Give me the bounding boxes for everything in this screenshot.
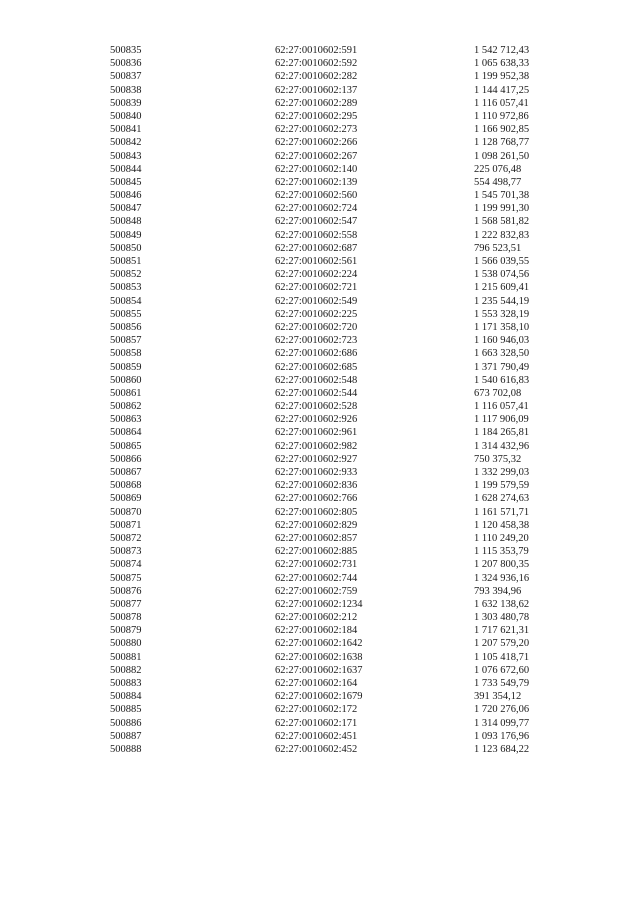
table-row: [0, 215, 640, 228]
cadastral-value: 1 117 906,09: [474, 414, 529, 426]
cadastral-number: 62:27:0010602:687: [275, 242, 358, 254]
row-number: 500872: [110, 532, 142, 544]
cadastral-value: 1 566 039,55: [474, 256, 530, 267]
cadastral-number: 62:27:0010602:766: [275, 493, 358, 505]
cadastral-number: 62:27:0010602:1642: [275, 638, 363, 650]
cadastral-number: 62:27:0010602:591: [275, 45, 358, 56]
table-row: [0, 664, 640, 677]
cadastral-number: 62:27:0010602:686: [275, 348, 358, 360]
cadastral-value: 793 394,96: [474, 585, 522, 597]
cadastral-value: 673 702,08: [474, 387, 522, 399]
cadastral-value: 1 116 057,41: [474, 401, 529, 413]
cadastral-value: 1 628 274,63: [474, 493, 530, 505]
table-row: [0, 123, 640, 136]
cadastral-value: 1 093 176,96: [474, 730, 530, 742]
cadastral-value: 1 166 902,85: [474, 124, 530, 136]
row-number: 500875: [110, 572, 142, 584]
row-number: 500887: [110, 730, 142, 742]
cadastral-number: 62:27:0010602:927: [275, 453, 358, 465]
row-number: 500836: [110, 58, 142, 70]
row-number: 500870: [110, 506, 142, 518]
row-number: 500873: [110, 546, 142, 558]
row-number: 500871: [110, 519, 142, 531]
table-row: [0, 479, 640, 492]
cadastral-number: 62:27:0010602:720: [275, 321, 358, 333]
cadastral-number: 62:27:0010602:212: [275, 612, 358, 624]
cadastral-number: 62:27:0010602:685: [275, 361, 358, 373]
cadastral-value: 1 720 276,06: [474, 704, 530, 716]
row-number: 500860: [110, 374, 142, 386]
cadastral-number: 62:27:0010602:544: [275, 387, 358, 399]
cadastral-value: 1 538 074,56: [474, 269, 530, 281]
row-number: 500869: [110, 493, 142, 505]
cadastral-number: 62:27:0010602:295: [275, 110, 358, 122]
cadastral-number: 62:27:0010602:547: [275, 216, 358, 228]
table-row: [0, 44, 640, 57]
table-row: [0, 624, 640, 637]
cadastral-value: 1 199 579,59: [474, 480, 530, 492]
cadastral-value: 1 199 991,30: [474, 203, 530, 215]
row-number: 500857: [110, 335, 142, 347]
cadastral-number: 62:27:0010602:184: [275, 625, 358, 637]
cadastral-number: 62:27:0010602:273: [275, 124, 358, 136]
table-row: [0, 374, 640, 387]
row-number: 500866: [110, 453, 142, 465]
row-number: 500888: [110, 743, 142, 755]
row-number: 500846: [110, 190, 142, 202]
table-row: [0, 70, 640, 83]
cadastral-number: 62:27:0010602:561: [275, 256, 358, 267]
cadastral-value: 796 523,51: [474, 242, 522, 254]
cadastral-value: 1 663 328,50: [474, 348, 530, 360]
cadastral-number: 62:27:0010602:1638: [275, 651, 363, 663]
row-number: 500859: [110, 361, 142, 373]
table-row: [0, 637, 640, 650]
row-number: 500880: [110, 638, 142, 650]
cadastral-value: 1 115 353,79: [474, 546, 529, 558]
cadastral-number: 62:27:0010602:1637: [275, 664, 363, 676]
table-row: [0, 163, 640, 176]
table-row: [0, 492, 640, 505]
row-number: 500845: [110, 176, 142, 188]
cadastral-number: 62:27:0010602:560: [275, 190, 358, 202]
row-number: 500853: [110, 282, 142, 294]
cadastral-value: 1 545 701,38: [474, 190, 530, 202]
cadastral-value: 1 128 768,77: [474, 137, 530, 149]
cadastral-value: 1 553 328,19: [474, 308, 530, 320]
cadastral-value: 1 303 480,78: [474, 612, 530, 624]
row-number: 500879: [110, 625, 142, 637]
cadastral-value: 1 171 358,10: [474, 321, 530, 333]
table-row: [0, 453, 640, 466]
table-row: [0, 743, 640, 756]
cadastral-number: 62:27:0010602:829: [275, 519, 358, 531]
row-number: 500843: [110, 150, 142, 162]
cadastral-number: 62:27:0010602:857: [275, 532, 358, 544]
table-row: [0, 506, 640, 519]
table-row: [0, 242, 640, 255]
row-number: 500858: [110, 348, 142, 360]
cadastral-number: 62:27:0010602:744: [275, 572, 358, 584]
cadastral-number: 62:27:0010602:885: [275, 546, 358, 558]
cadastral-number: 62:27:0010602:961: [275, 427, 358, 439]
row-number: 500847: [110, 203, 142, 215]
cadastral-number: 62:27:0010602:137: [275, 84, 358, 96]
table-row: [0, 176, 640, 189]
cadastral-value: 1 207 800,35: [474, 559, 530, 571]
cadastral-value: 1 076 672,60: [474, 664, 530, 676]
table-row: [0, 598, 640, 611]
table-row: [0, 532, 640, 545]
cadastral-value: 1 120 458,38: [474, 519, 530, 531]
table-row: [0, 347, 640, 360]
cadastral-value: 1 144 417,25: [474, 84, 530, 96]
cadastral-value-table: [0, 44, 640, 756]
row-number: 500838: [110, 84, 142, 96]
cadastral-number: 62:27:0010602:724: [275, 203, 358, 215]
cadastral-value: 1 542 712,43: [474, 45, 530, 56]
row-number: 500856: [110, 321, 142, 333]
table-row: [0, 440, 640, 453]
cadastral-number: 62:27:0010602:836: [275, 480, 358, 492]
cadastral-value: 1 110 249,20: [474, 532, 529, 544]
cadastral-number: 62:27:0010602:731: [275, 559, 358, 571]
row-number: 500839: [110, 97, 142, 109]
cadastral-value: 1 207 579,20: [474, 638, 530, 650]
cadastral-value: 1 065 638,33: [474, 58, 530, 70]
table-row: [0, 334, 640, 347]
table-row: [0, 703, 640, 716]
row-number: 500864: [110, 427, 142, 439]
row-number: 500881: [110, 651, 142, 663]
row-number: 500861: [110, 387, 142, 399]
cadastral-number: 62:27:0010602:224: [275, 269, 358, 281]
row-number: 500867: [110, 467, 142, 478]
cadastral-value: 1 215 609,41: [474, 282, 530, 294]
row-number: 500849: [110, 229, 142, 241]
row-number: 500876: [110, 585, 142, 597]
table-row: [0, 585, 640, 598]
table-row: [0, 730, 640, 743]
table-row: [0, 400, 640, 413]
cadastral-number: 62:27:0010602:548: [275, 374, 358, 386]
cadastral-number: 62:27:0010602:139: [275, 176, 358, 188]
table-row: [0, 321, 640, 334]
cadastral-number: 62:27:0010602:225: [275, 308, 358, 320]
table-row: [0, 136, 640, 149]
table-row: [0, 255, 640, 268]
cadastral-number: 62:27:0010602:172: [275, 704, 358, 716]
cadastral-value: 1 116 057,41: [474, 97, 529, 109]
cadastral-number: 62:27:0010602:451: [275, 730, 358, 742]
cadastral-value: 1 717 621,31: [474, 625, 530, 637]
cadastral-value: 1 235 544,19: [474, 295, 530, 307]
cadastral-value: 1 568 581,82: [474, 216, 530, 228]
table-row: [0, 545, 640, 558]
cadastral-value: 1 314 432,96: [474, 440, 530, 452]
cadastral-value: 1 371 790,49: [474, 361, 530, 373]
cadastral-number: 62:27:0010602:926: [275, 414, 358, 426]
cadastral-number: 62:27:0010602:452: [275, 743, 358, 755]
row-number: 500848: [110, 216, 142, 228]
table-row: [0, 677, 640, 690]
cadastral-value: 1 123 684,22: [474, 743, 530, 755]
table-row: [0, 295, 640, 308]
row-number: 500878: [110, 612, 142, 624]
cadastral-number: 62:27:0010602:282: [275, 71, 358, 83]
cadastral-number: 62:27:0010602:289: [275, 97, 358, 109]
cadastral-value: 750 375,32: [474, 453, 522, 465]
cadastral-value: 1 161 571,71: [474, 506, 530, 518]
table-row: [0, 308, 640, 321]
row-number: 500842: [110, 137, 142, 149]
table-row: [0, 690, 640, 703]
table-row: [0, 202, 640, 215]
table-row: [0, 611, 640, 624]
row-number: 500884: [110, 691, 142, 703]
row-number: 500835: [110, 45, 142, 56]
cadastral-number: 62:27:0010602:267: [275, 150, 358, 162]
cadastral-number: 62:27:0010602:528: [275, 401, 358, 413]
table-row: [0, 413, 640, 426]
row-number: 500855: [110, 308, 142, 320]
cadastral-number: 62:27:0010602:723: [275, 335, 358, 347]
cadastral-value: 1 184 265,81: [474, 427, 530, 439]
table-row: [0, 268, 640, 281]
cadastral-value: 1 332 299,03: [474, 467, 530, 478]
cadastral-number: 62:27:0010602:721: [275, 282, 358, 294]
row-number: 500863: [110, 414, 142, 426]
row-number: 500865: [110, 440, 142, 452]
table-row: [0, 97, 640, 110]
table-row: [0, 466, 640, 479]
row-number: 500862: [110, 401, 142, 413]
cadastral-value: 1 314 099,77: [474, 717, 530, 729]
cadastral-number: 62:27:0010602:266: [275, 137, 358, 149]
table-row: [0, 387, 640, 400]
table-row: [0, 651, 640, 664]
cadastral-value: 225 076,48: [474, 163, 522, 175]
cadastral-value: 1 733 549,79: [474, 678, 530, 689]
row-number: 500886: [110, 717, 142, 729]
row-number: 500854: [110, 295, 142, 307]
cadastral-value: 554 498,77: [474, 176, 522, 188]
row-number: 500837: [110, 71, 142, 83]
row-number: 500851: [110, 256, 142, 267]
cadastral-number: 62:27:0010602:558: [275, 229, 358, 241]
cadastral-number: 62:27:0010602:171: [275, 717, 358, 729]
cadastral-value: 1 540 616,83: [474, 374, 530, 386]
cadastral-number: 62:27:0010602:933: [275, 467, 358, 478]
table-row: [0, 229, 640, 242]
cadastral-number: 62:27:0010602:1234: [275, 598, 363, 610]
table-row: [0, 189, 640, 202]
table-row: [0, 84, 640, 97]
row-number: 500885: [110, 704, 142, 716]
row-number: 500877: [110, 598, 142, 610]
cadastral-value: 1 324 936,16: [474, 572, 530, 584]
table-row: [0, 717, 640, 730]
cadastral-number: 62:27:0010602:549: [275, 295, 358, 307]
row-number: 500882: [110, 664, 142, 676]
table-row: [0, 558, 640, 571]
cadastral-number: 62:27:0010602:759: [275, 585, 358, 597]
cadastral-value: 1 222 832,83: [474, 229, 530, 241]
table-row: [0, 150, 640, 163]
cadastral-number: 62:27:0010602:140: [275, 163, 358, 175]
row-number: 500883: [110, 678, 142, 689]
table-row: [0, 361, 640, 374]
cadastral-value: 1 105 418,71: [474, 651, 530, 663]
row-number: 500852: [110, 269, 142, 281]
cadastral-number: 62:27:0010602:805: [275, 506, 358, 518]
cadastral-number: 62:27:0010602:982: [275, 440, 358, 452]
table-row: [0, 519, 640, 532]
table-row: [0, 57, 640, 70]
cadastral-value: 1 199 952,38: [474, 71, 530, 83]
cadastral-number: 62:27:0010602:592: [275, 58, 358, 70]
table-row: [0, 110, 640, 123]
row-number: 500850: [110, 242, 142, 254]
cadastral-number: 62:27:0010602:1679: [275, 691, 363, 703]
table-row: [0, 572, 640, 585]
cadastral-number: 62:27:0010602:164: [275, 678, 358, 689]
cadastral-value: 1 160 946,03: [474, 335, 530, 347]
cadastral-value: 1 632 138,62: [474, 598, 530, 610]
table-row: [0, 426, 640, 439]
cadastral-value: 1 110 972,86: [474, 110, 529, 122]
row-number: 500868: [110, 480, 142, 492]
row-number: 500874: [110, 559, 142, 571]
row-number: 500841: [110, 124, 142, 136]
cadastral-value: 1 098 261,50: [474, 150, 530, 162]
cadastral-value: 391 354,12: [474, 691, 522, 703]
row-number: 500844: [110, 163, 142, 175]
row-number: 500840: [110, 110, 142, 122]
table-row: [0, 281, 640, 294]
